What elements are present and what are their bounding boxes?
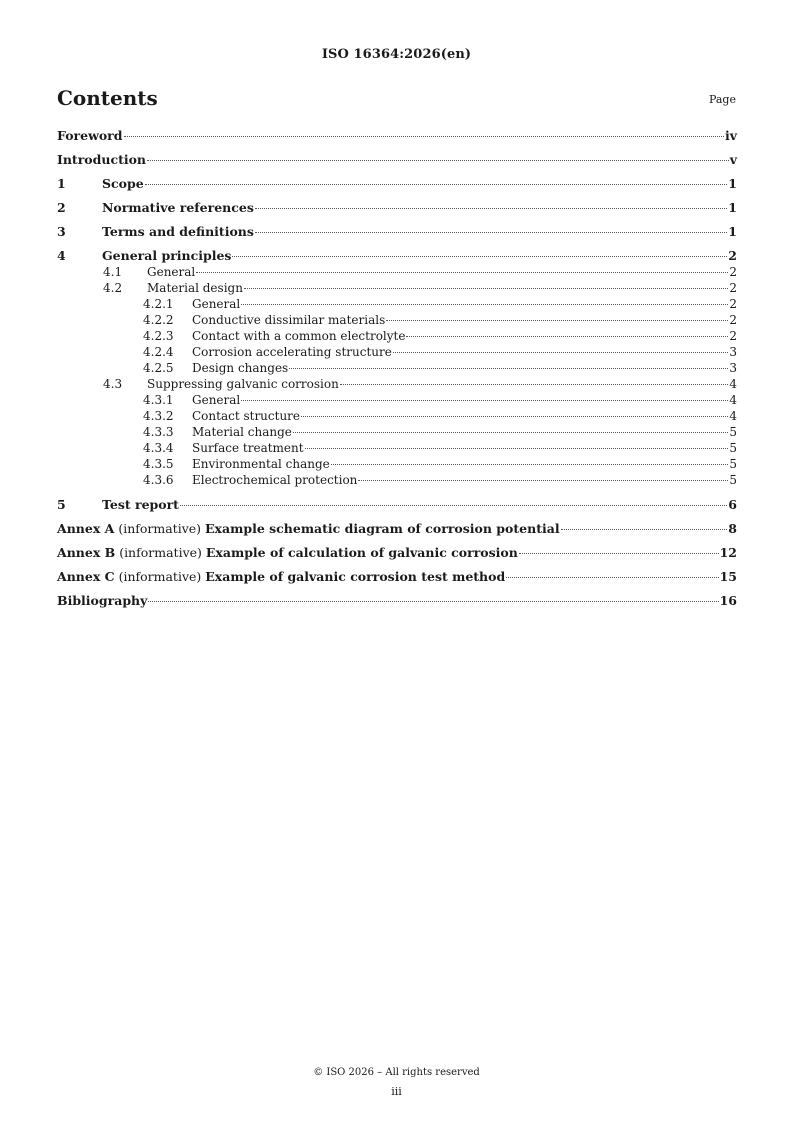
leader-dots bbox=[293, 432, 728, 433]
toc-entry-general-principles[interactable] bbox=[57, 248, 737, 264]
annex-type: (informative) bbox=[119, 545, 202, 560]
toc-entry-page: 5 bbox=[729, 473, 737, 487]
toc-entry-page: 5 bbox=[729, 425, 737, 439]
leader-dots bbox=[358, 480, 728, 481]
toc-entry-page: 5 bbox=[729, 457, 737, 471]
toc-entry-annex-b[interactable] bbox=[57, 545, 737, 561]
toc-entry-page: 6 bbox=[728, 497, 737, 512]
leader-dots bbox=[386, 320, 728, 321]
toc-entry-title: Corrosion accelerating structure bbox=[192, 345, 392, 359]
leader-dots bbox=[232, 256, 727, 257]
toc-entry-scope[interactable] bbox=[57, 176, 737, 192]
toc-entry-test-report[interactable] bbox=[57, 497, 737, 513]
toc-entry-page: 2 bbox=[729, 265, 737, 279]
toc-entry-terms-and-definitions[interactable] bbox=[57, 224, 737, 240]
leader-dots bbox=[255, 208, 727, 209]
toc-entry-number: 4.2.5 bbox=[143, 361, 174, 375]
toc-entry-4-3[interactable] bbox=[57, 376, 737, 392]
toc-entry-number: 4.3.5 bbox=[143, 457, 174, 471]
toc-entry-number: 4.3 bbox=[103, 377, 123, 391]
toc-entry-title: Contact structure bbox=[192, 409, 301, 423]
leader-dots bbox=[331, 464, 729, 465]
toc-entry-4-2-4[interactable] bbox=[57, 344, 737, 360]
toc-entry-4-2-1[interactable] bbox=[57, 296, 737, 312]
toc-entry-number: 4.3.1 bbox=[143, 393, 174, 407]
toc-entry-4-2-3[interactable] bbox=[57, 328, 737, 344]
toc-entry-annex-c[interactable] bbox=[57, 569, 737, 585]
toc-entry-title: Surface treatment bbox=[192, 441, 304, 455]
leader-dots bbox=[196, 272, 728, 273]
toc-entry-title bbox=[57, 521, 560, 537]
toc-entry-number: 1 bbox=[57, 176, 66, 191]
toc-entry-page: 8 bbox=[728, 521, 737, 536]
toc-entry-title bbox=[57, 545, 518, 561]
toc-entry-title: Environmental change bbox=[192, 457, 330, 471]
toc-entry-page: 15 bbox=[719, 569, 737, 584]
toc-entry-title: General bbox=[192, 297, 241, 311]
annex-title: Example of calculation of galvanic corrosion bbox=[205, 545, 518, 560]
toc-entry-number: 4.3.3 bbox=[143, 425, 174, 439]
toc-entry-page: 1 bbox=[728, 176, 737, 191]
leader-dots bbox=[506, 577, 718, 578]
page-column-label: Page bbox=[708, 93, 736, 106]
toc-entry-number: 5 bbox=[57, 497, 66, 512]
annex-ref: Annex C bbox=[57, 569, 115, 584]
toc-entry-number: 4.2.2 bbox=[143, 313, 174, 327]
toc-entry-foreword[interactable] bbox=[57, 128, 737, 144]
leader-dots bbox=[145, 184, 728, 185]
toc-entry-4-3-6[interactable] bbox=[57, 472, 737, 488]
toc-entry-annex-a[interactable] bbox=[57, 521, 737, 537]
toc-entry-4-3-4[interactable] bbox=[57, 440, 737, 456]
toc-entry-title: General bbox=[147, 265, 196, 279]
toc-entry-number: 4.2.4 bbox=[143, 345, 174, 359]
toc-entry-title: Design changes bbox=[192, 361, 289, 375]
toc-entry-page: 2 bbox=[729, 329, 737, 343]
document-header: ISO 16364:2026(en) bbox=[321, 47, 472, 62]
leader-dots bbox=[289, 368, 728, 369]
leader-dots bbox=[241, 400, 728, 401]
toc-entry-page: 2 bbox=[729, 297, 737, 311]
toc-entry-number: 4.3.2 bbox=[143, 409, 174, 423]
annex-ref: Annex B bbox=[57, 545, 116, 560]
leader-dots bbox=[406, 336, 728, 337]
toc-entry-page: 4 bbox=[729, 409, 737, 423]
toc-entry-title: Bibliography bbox=[57, 593, 148, 608]
leader-dots bbox=[519, 553, 719, 554]
annex-type: (informative) bbox=[118, 569, 202, 584]
leader-dots bbox=[180, 505, 727, 506]
toc-entry-number: 4.3.4 bbox=[143, 441, 174, 455]
leader-dots bbox=[340, 384, 729, 385]
toc-entry-4-1[interactable] bbox=[57, 264, 737, 280]
leader-dots bbox=[305, 448, 729, 449]
toc-entry-number: 4.2.1 bbox=[143, 297, 174, 311]
toc-entry-introduction[interactable] bbox=[57, 152, 737, 168]
toc-entry-page: 5 bbox=[729, 441, 737, 455]
toc-entry-number: 4.2.3 bbox=[143, 329, 174, 343]
contents-title: Contents bbox=[57, 86, 158, 110]
annex-ref: Annex A bbox=[57, 521, 115, 536]
toc-entry-title: Introduction bbox=[57, 152, 147, 167]
toc-entry-number: 3 bbox=[57, 224, 66, 239]
leader-dots bbox=[301, 416, 728, 417]
toc-entry-title: Suppressing galvanic corrosion bbox=[147, 377, 339, 391]
toc-entry-normative-references[interactable] bbox=[57, 200, 737, 216]
toc-entry-title: Scope bbox=[102, 176, 144, 191]
toc-entry-page: iv bbox=[724, 128, 737, 143]
leader-dots bbox=[147, 160, 729, 161]
leader-dots bbox=[241, 304, 728, 305]
toc-entry-4-3-1[interactable] bbox=[57, 392, 737, 408]
toc-entry-number: 4.2 bbox=[103, 281, 123, 295]
toc-entry-page: 3 bbox=[729, 361, 737, 375]
toc-entry-title: Terms and definitions bbox=[102, 224, 254, 239]
toc-entry-page: 2 bbox=[729, 313, 737, 327]
annex-title: Example of galvanic corrosion test method bbox=[205, 569, 506, 584]
toc-entry-title: Material design bbox=[147, 281, 243, 295]
toc-entry-number: 4 bbox=[57, 248, 66, 263]
toc-entry-title: Test report bbox=[102, 497, 179, 512]
toc-entry-title: Contact with a common electrolyte bbox=[192, 329, 406, 343]
annex-type: (informative) bbox=[118, 521, 202, 536]
leader-dots bbox=[148, 601, 718, 602]
toc-entry-title: General bbox=[192, 393, 241, 407]
toc-entry-page: 1 bbox=[728, 200, 737, 215]
toc-entry-page: 4 bbox=[729, 393, 737, 407]
toc-entry-page: 1 bbox=[728, 224, 737, 239]
toc-entry-title: Electrochemical protection bbox=[192, 473, 358, 487]
toc-entry-title: Foreword bbox=[57, 128, 123, 143]
toc-entry-4-2-2[interactable] bbox=[57, 312, 737, 328]
toc-entry-4-2[interactable] bbox=[57, 280, 737, 296]
leader-dots bbox=[255, 232, 727, 233]
toc-entry-bibliography[interactable] bbox=[57, 593, 737, 609]
annex-title: Example schematic diagram of corrosion potential bbox=[205, 521, 560, 536]
toc-entry-4-2-5[interactable] bbox=[57, 360, 737, 376]
toc-entry-page: 16 bbox=[719, 593, 737, 608]
toc-entry-4-3-5[interactable] bbox=[57, 456, 737, 472]
toc-entry-page: 2 bbox=[729, 281, 737, 295]
toc-entry-4-3-2[interactable] bbox=[57, 408, 737, 424]
toc-entry-number: 4.3.6 bbox=[143, 473, 174, 487]
toc-entry-title bbox=[57, 569, 505, 585]
leader-dots bbox=[561, 529, 728, 530]
toc-entry-4-3-3[interactable] bbox=[57, 424, 737, 440]
toc-entry-title: Material change bbox=[192, 425, 292, 439]
toc-entry-title: Conductive dissimilar materials bbox=[192, 313, 386, 327]
toc-entry-page: 12 bbox=[719, 545, 737, 560]
copyright-notice: © ISO 2026 – All rights reserved bbox=[313, 1067, 480, 1078]
leader-dots bbox=[393, 352, 729, 353]
toc-entry-page: 3 bbox=[729, 345, 737, 359]
toc-entry-number: 2 bbox=[57, 200, 66, 215]
leader-dots bbox=[244, 288, 728, 289]
page-number: iii bbox=[391, 1085, 402, 1098]
toc-entry-page: v bbox=[729, 152, 737, 167]
leader-dots bbox=[124, 136, 724, 137]
toc-entry-page: 4 bbox=[729, 377, 737, 391]
toc-entry-page: 2 bbox=[728, 248, 737, 263]
toc-entry-number: 4.1 bbox=[103, 265, 123, 279]
toc-entry-title: General principles bbox=[102, 248, 232, 263]
toc-entry-title: Normative references bbox=[102, 200, 254, 215]
